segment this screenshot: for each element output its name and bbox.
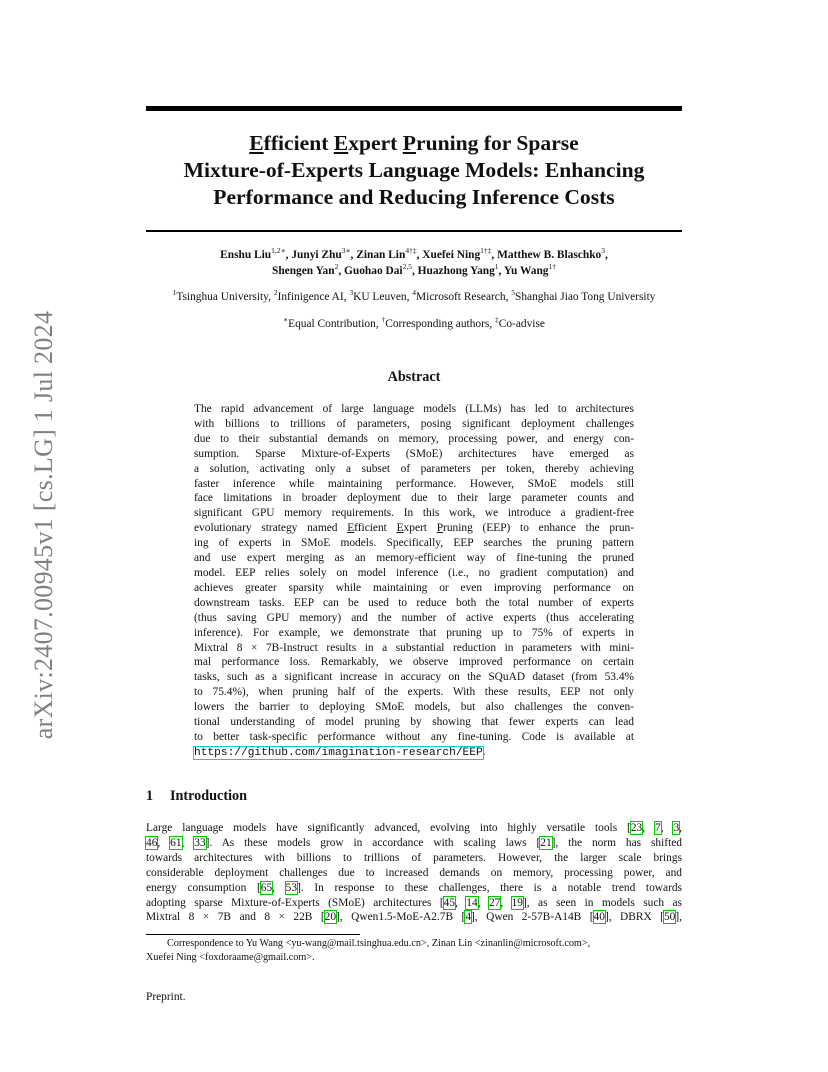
citation-link[interactable]: 53 (285, 881, 298, 894)
affil-name: Shanghai Jiao Tong University (515, 291, 656, 303)
correspondence-footnote (146, 937, 682, 965)
title-word-pruning: runing for Sparse (415, 131, 579, 155)
eep-word-pruning: runing (EEP) to enhance the prun- (443, 522, 635, 535)
author-affil-mark: 3 (601, 246, 605, 256)
abstract-line: faster inference while maintaining performance. However, SMoE models still (194, 477, 634, 490)
intro-text: ], as seen in models such as (523, 896, 682, 909)
abstract-line: and use expert merging as an memory-efficient way of fine-tuning the pruned (194, 552, 634, 565)
author-name: Enshu Liu (220, 249, 272, 261)
abstract-line: achieves greater sparsity while maintaining or even improving performance on (194, 581, 634, 594)
author-name: Zinan Lin (356, 249, 406, 261)
affil-mark: 3 (349, 288, 354, 298)
citation-link[interactable]: 23 (630, 822, 643, 834)
title-word-expert: xpert (348, 131, 403, 155)
citation-link[interactable]: 14 (466, 896, 478, 909)
abstract-line: with billions to trillions of parameters, posing significant deployment challenges (194, 417, 634, 430)
eep-word-expert: xpert (403, 522, 437, 535)
affil-mark: 1 (172, 288, 177, 298)
citation-link[interactable]: 20 (324, 911, 337, 924)
intro-text: ], the norm has shifted (551, 836, 682, 849)
abstract-line: lowers the barrier to deploying SMoE models, but also challenges the conven- (194, 701, 634, 714)
abstract-line: mal performance loss. Remarkably, we observe improved performance on certain (194, 656, 634, 669)
author-line-1 (146, 247, 682, 263)
citation-link[interactable]: 21 (540, 836, 552, 849)
author-name: Xuefei Ning (422, 249, 481, 261)
eep-word-efficient: fficient (354, 522, 397, 535)
citation-link[interactable]: 61 (170, 836, 182, 849)
abstract-line: face limitations in broader deployment due to their large parameter counts and (194, 492, 634, 505)
affil-sep: , (406, 291, 413, 303)
section-heading-introduction (146, 787, 682, 805)
citation-link[interactable]: 65 (260, 881, 273, 894)
author-name: Matthew B. Blaschko (497, 249, 602, 261)
footnote-line: Xuefei Ning <foxdoraame@gmail.com>. (146, 952, 315, 963)
title-top-rule (146, 106, 682, 111)
eep-intro-text: evolutionary strategy named (194, 522, 348, 535)
citation-link[interactable]: 19 (511, 896, 523, 909)
title-line-1 (146, 130, 682, 157)
intro-line: energy consumption [65, 53]. In response to these challenges, there is a notable trend towards (146, 881, 682, 894)
citation-link[interactable]: 40 (593, 911, 605, 924)
abstract-line: Mixtral 8 × 7B-Instruct results in a substantial reduction in parameters with mini- (194, 641, 634, 654)
eep-initial-e1: E (347, 522, 355, 535)
title-initial-e2: E (333, 131, 349, 155)
citation-link[interactable]: 7 (654, 822, 661, 834)
title-line-3: Performance and Reducing Inference Costs (213, 185, 615, 209)
intro-text: ], (675, 911, 683, 924)
author-name: Huazhong Yang (417, 265, 495, 277)
citation-link[interactable]: 50 (663, 911, 676, 924)
citation-link[interactable]: 3 (673, 822, 680, 834)
author-sep: , (285, 249, 292, 261)
eep-initial-e2: E (396, 522, 404, 535)
author-sep: , (416, 249, 423, 261)
author-sep: , (411, 265, 418, 277)
abstract-line: ing of experts in SMoE models. Specifically, EEP searches the pruning pattern (194, 537, 634, 550)
abstract-line: model. EEP relies solely on model inference (i.e., no gradient computation) and (194, 566, 634, 579)
intro-text: ], Qwen1.5-MoE-A2.7B [ (336, 911, 466, 924)
abstract-line-link (194, 745, 634, 761)
author-name: Shengen Yan (272, 265, 335, 277)
author-affil-mark: 1†‡ (480, 246, 492, 256)
author-list (146, 247, 682, 279)
title-bottom-rule (146, 230, 682, 232)
intro-text: ]. In response to these challenges, there is a notable trend towards (297, 881, 682, 894)
abstract-line: sumption. Sparse Mixture-of-Experts (SMoE) architectures have emerged as (194, 447, 634, 460)
affil-mark: 4 (412, 288, 417, 298)
author-sep: , (338, 265, 345, 277)
section-title: Introduction (170, 788, 247, 804)
intro-line: adopting sparse Mixture-of-Experts (SMoE) architectures [45, 14, 27, 19], as seen in models such as (146, 896, 682, 909)
title-word-efficient: fficient (263, 131, 334, 155)
co-advise-text: Co-advise (498, 318, 545, 330)
author-sep: , (350, 249, 357, 261)
abstract-body (194, 402, 634, 761)
abstract-line-eep (194, 521, 634, 536)
paper-title (146, 130, 682, 211)
intro-text: Mixtral 8 × 7B and 8 × 22B [ (146, 911, 325, 924)
link-period: . (482, 745, 486, 758)
corresponding-mark: † (381, 315, 386, 325)
affil-mark: 5 (511, 288, 516, 298)
intro-line: considerable deployment challenges due to increased demands on memory, processing power, and (146, 866, 682, 879)
title-initial-e1: E (249, 131, 264, 155)
title-line-2: Mixture-of-Experts Language Models: Enhancing (183, 158, 645, 182)
author-name: Junyi Zhu (291, 249, 342, 261)
author-affil-mark: 1 (494, 262, 499, 272)
author-affil-mark: 1,2∗ (271, 246, 286, 256)
author-affil-mark: 4†‡ (405, 246, 417, 256)
abstract-line: to better task-specific performance without any fine-tuning. Code is available at (194, 730, 634, 743)
equal-contrib-text: Equal Contribution, (288, 318, 382, 330)
intro-text: adopting sparse Mixture-of-Experts (SMoE) architectures [ (146, 896, 444, 909)
code-repo-link[interactable]: https://github.com/imagination-research/EEP (194, 746, 483, 759)
author-sep: , (491, 249, 498, 261)
footnote-line: Correspondence to Yu Wang <yu-wang@mail.tsinghua.edu.cn>, Zinan Lin <zinanlin@microsoft.com>, (167, 938, 591, 949)
intro-text: ], DBRX [ (604, 911, 664, 924)
citation-link[interactable]: 4 (465, 911, 472, 924)
abstract-line: due to their substantial demands on memory, processing power, and energy con- (194, 432, 634, 445)
affil-name: Microsoft Research (416, 291, 506, 303)
introduction-body (146, 821, 682, 925)
affil-sep: , (268, 291, 274, 303)
author-affil-mark: 3∗ (341, 246, 351, 256)
affil-name: Infinigence AI (277, 291, 344, 303)
abstract-line: (thus saving GPU memory) and the number of active experts (thus accelerating (194, 611, 634, 624)
arxiv-sidebar (24, 300, 64, 750)
author-affil-mark: 1† (548, 262, 556, 272)
author-sep: , (498, 265, 504, 277)
intro-line (146, 910, 682, 925)
abstract-line: a solution, activating only a subset of parameters per token, thereby achieving (194, 462, 634, 475)
citation-link[interactable]: 27 (488, 896, 501, 909)
arxiv-id: arXiv:2407.00945v1 [cs.LG] 1 Jul 2024 (29, 310, 58, 740)
abstract-line: tional understanding of model pruning by showing that fewer experts can lead (194, 716, 634, 729)
citation-link[interactable]: 46 (146, 836, 158, 849)
author-affil-mark: 2 (334, 262, 339, 272)
co-advise-mark: ‡ (495, 315, 499, 325)
affil-name: KU Leuven (353, 291, 407, 303)
title-initial-p: P (402, 131, 416, 155)
intro-text: ], Qwen 2-57B-A14B [ (471, 911, 594, 924)
affiliations (146, 289, 682, 305)
corresponding-text: Corresponding authors, (385, 318, 496, 330)
abstract-line: inference). For example, we demonstrate that pruning up to 75% of experts in (194, 626, 634, 639)
intro-text: ]. As these models grow in accordance with scaling laws [ (205, 836, 541, 849)
affil-sep: , (343, 291, 350, 303)
eep-initial-p: P (436, 522, 444, 535)
intro-text: Large language models have significantly advanced, evolving into highly versatile tools [ (146, 822, 631, 834)
author-name: Yu Wang (503, 265, 549, 277)
citation-link[interactable]: 33 (194, 836, 206, 849)
section-number: 1 (146, 788, 154, 804)
affil-name: Tsinghua University (176, 291, 269, 303)
abstract-line: tasks, such as a significant increase in accuracy on the SQuAD dataset (from 53.4% (194, 671, 634, 684)
intro-line: Large language models have significantly advanced, evolving into highly versatile tools [23, 7, 3, (146, 822, 683, 834)
affil-sep: , (505, 291, 512, 303)
author-sep: , (604, 249, 608, 261)
citation-link[interactable]: 45 (443, 896, 456, 909)
footnote-rule (146, 934, 360, 935)
preprint-label: Preprint. (146, 991, 186, 1003)
abstract-line: to 75.4%), when pruning half of the experts. With these results, EEP not only (194, 686, 634, 699)
intro-line: towards architectures with billions to trillions of parameters. However, the larger scale brings (146, 851, 682, 864)
abstract-line: significant GPU memory requirements. In this work, we introduce a gradient-free (194, 507, 634, 520)
abstract-heading: Abstract (387, 369, 441, 385)
intro-text: energy consumption [ (146, 881, 261, 894)
abstract-line: The rapid advancement of large language models (LLMs) has led to architectures (194, 403, 634, 415)
author-line-2 (146, 263, 682, 279)
abstract-line: downstream tasks. EEP can be used to reduce both the total number of experts (194, 596, 634, 609)
author-affil-mark: 2,5 (402, 262, 412, 272)
equal-contrib-mark: ∗ (283, 315, 289, 325)
intro-line: 46, 61, 33]. As these models grow in accordance with scaling laws [21], the norm has shifted (146, 836, 682, 849)
affil-mark: 2 (273, 288, 278, 298)
contribution-notes (146, 316, 682, 332)
author-name: Guohao Dai (344, 265, 403, 277)
